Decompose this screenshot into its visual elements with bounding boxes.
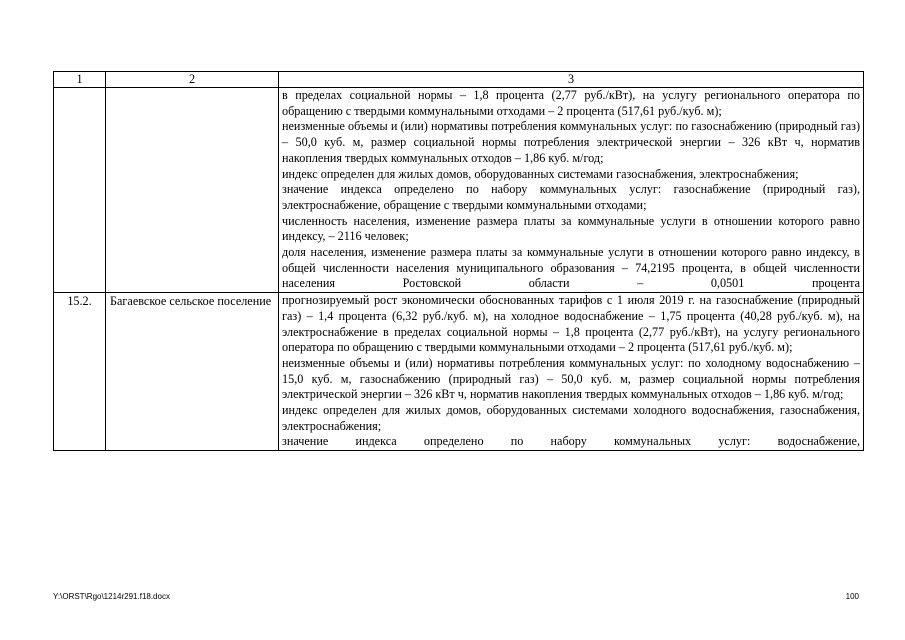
row-number <box>54 88 106 293</box>
row-description <box>279 293 864 451</box>
header-cell-3: 3 <box>279 72 864 88</box>
paragraph: индекс определен для жилых домов, оборудованных системами холодного водоснабжения, газоснабжения, электроснабжения; <box>282 403 860 433</box>
paragraph: индекс определен для жилых домов, оборудованных системами газоснабжения, электроснабжения; <box>282 166 799 181</box>
paragraph: в пределах социальной нормы – 1,8 процента (2,77 руб./кВт), на услугу регионального оператора по обращению с твердыми коммунальными отходами – 2 процента (517,61 руб./куб. м); <box>282 88 860 118</box>
paragraph: численность населения, изменение размера платы за коммунальные услуги в отношении которого равно индексу, – 2116 человек; <box>282 213 860 244</box>
paragraph: доля населения, изменение размера платы за коммунальные услуги в отношении которого равно индексу, в общей численности населения муниципального образования – 74,2195 процента, в общей численности населения Ростовской области – 0,0501 процента <box>282 245 860 291</box>
row-number: 15.2. <box>54 293 106 451</box>
settlement-name: Багаевское сельское поселение <box>106 293 279 451</box>
paragraph: значение индекса определено по набору коммунальных услуг: газоснабжение (природный газ), электроснабжение, обращение с твердыми коммунальными отходами; <box>282 182 860 212</box>
footer-page-number: 100 <box>845 592 859 601</box>
row-description <box>279 88 864 293</box>
settlement-name <box>106 88 279 293</box>
paragraph: неизменные объемы и (или) нормативы потребления коммунальных услуг: по холодному водоснабжению – 15,0 куб. м, газоснабжению (природный газ) – 50,0 куб. м, размер социальной нормы потребления электрической энергии – 326 кВт ч, норматив накопления твердых коммунальных отходов – 1,86 куб. м/год; <box>282 355 860 402</box>
table-row <box>54 88 864 293</box>
paragraph: неизменные объемы и (или) нормативы потребления коммунальных услуг: по газоснабжению (природный газ) – 50,0 куб. м, размер социальной нормы потребления электрической энергии – 326 кВт ч, норматив накопления твердых коммунальных отходов – 1,86 куб. м/год; <box>282 119 860 165</box>
header-cell-1: 1 <box>54 72 106 88</box>
table-row <box>54 293 864 451</box>
header-cell-2: 2 <box>106 72 279 88</box>
table-header-row <box>54 72 864 88</box>
paragraph: прогнозируемый рост экономически обоснованных тарифов с 1 июля 2019 г. на газоснабжение (природный газ) – 1,4 процента (6,32 руб./куб. м), на холодное водоснабжение – 1,75 процента (40,28 руб./куб. м), на электроснабжение в пределах социальной нормы – 1,8 процента (2,77 руб./кВт), на услугу регионального оператора по обращению с твердыми коммунальными отходами – 2 процента (517,61 руб./куб. м); <box>282 293 860 355</box>
tariff-index-table <box>53 71 864 451</box>
paragraph: значение индекса определено по набору коммунальных услуг: водоснабжение, <box>282 434 860 449</box>
footer-file-path: Y:\ORST\Rgo\1214r291.f18.docx <box>53 592 170 601</box>
